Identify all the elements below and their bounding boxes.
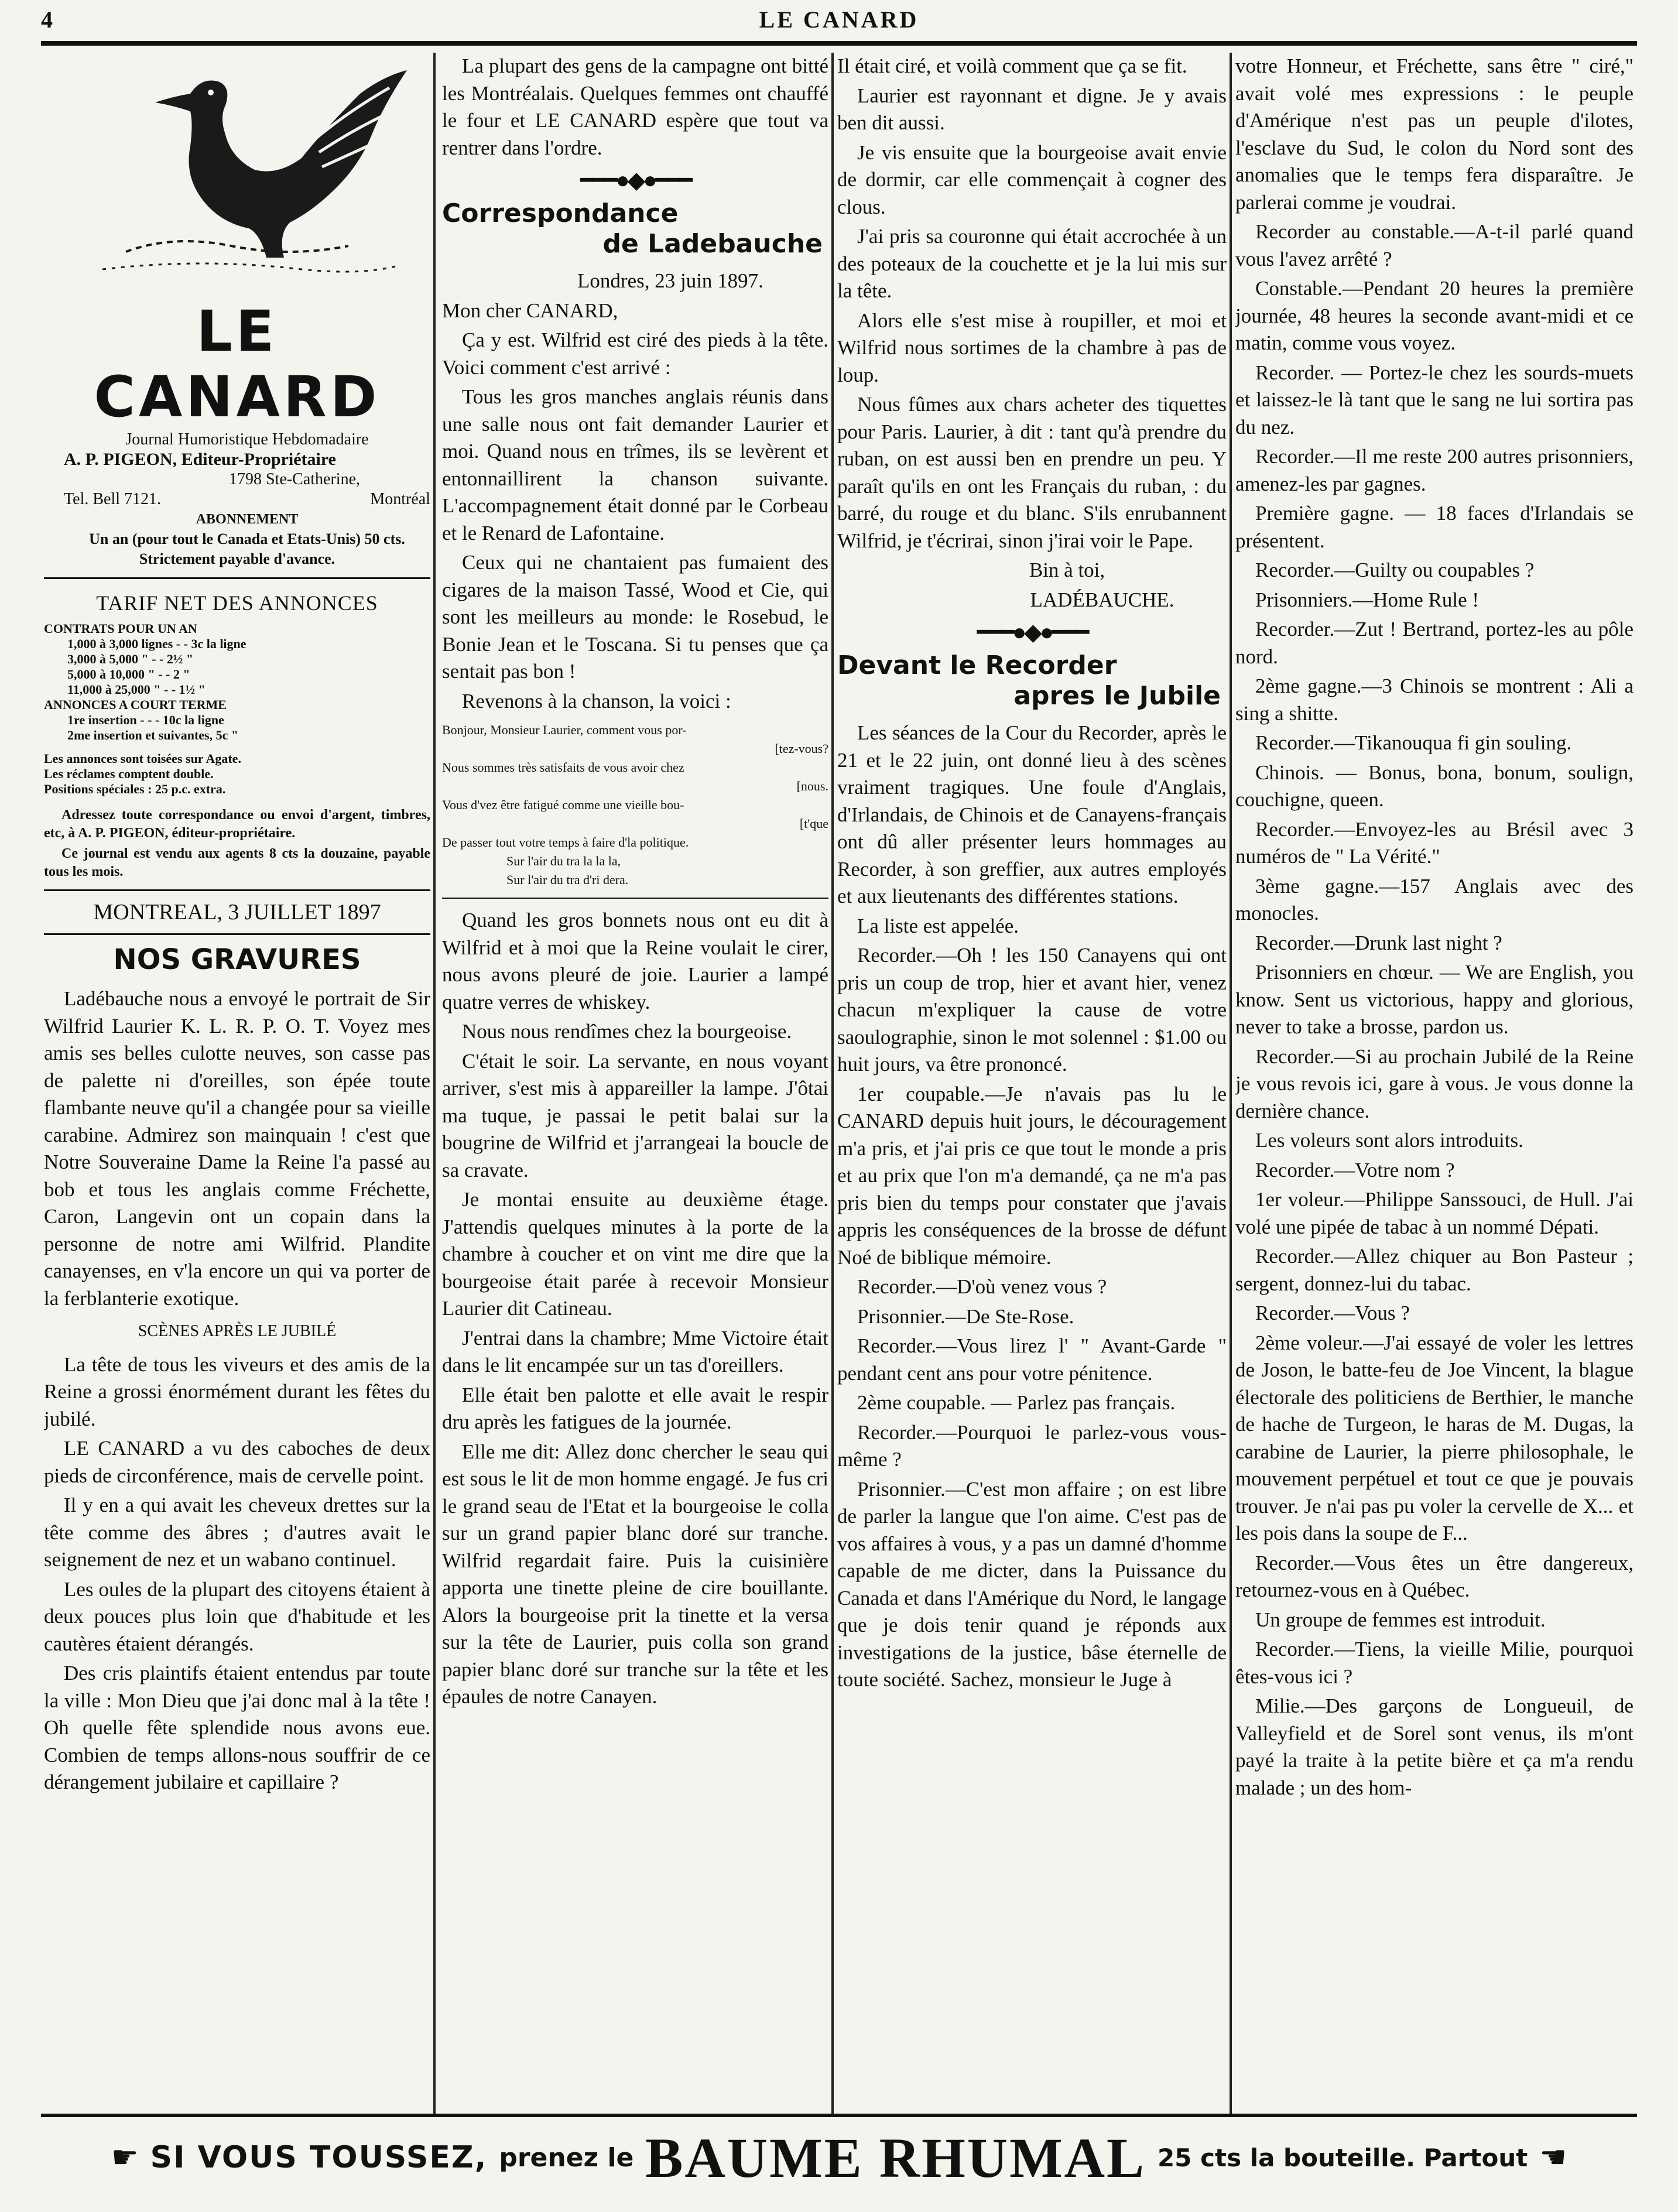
paragraph: Laurier est rayonnant et digne. Je y avais ben dit aussi. (837, 84, 1227, 134)
duck-logo (56, 59, 419, 293)
paragraph: Milie.—Des garçons de Longueuil, de Valleyfield et de Sorel sont venus, ils m'ont payé la traite à la petite bière et ça m'a rendu malade ; un des hom- (1235, 1694, 1634, 1799)
paragraph: Constable.—Pendant 20 heures la première journée, 48 heures la seconde avant-midi et ce matin, comme vous voyez. (1235, 277, 1634, 354)
verse-line: [t'que (799, 816, 828, 831)
letter-signature: LADÉBAUCHE. (1030, 588, 1174, 611)
paragraph: LE CANARD a vu des caboches de deux pieds de circonférence, mais de cervelle point. (44, 1437, 430, 1487)
column-rule (433, 53, 436, 2114)
paragraph: Recorder.—Il me reste 200 autres prisonniers, amenez-les par gagnes. (1235, 445, 1634, 495)
masthead-title: LE CANARD (94, 299, 381, 430)
paragraph: Les séances de la Cour du Recorder, après le 21 et le 22 juin, ont donné lieu à des scènes vraiment tragiques. Une foule d'Anglais, d'Irlandais, de Chinois et de Canayens-français ont dû aller présenter leurs hommages au Recorder, à son greffier, aux autres employés et aux lieutenants des différentes stations. (837, 721, 1227, 908)
paragraph: La tête de tous les viveurs et des amis de la Reine a grossi énormément durant les fêtes du jubilé. (44, 1352, 430, 1430)
verse-line: Nous sommes très satisfaits de vous avoir chez (442, 760, 684, 775)
masthead-subtitle: Journal Humoristique Hebdomadaire (125, 430, 369, 448)
adresser-text: Adressez toute correspondance ou envoi d'argent, timbres, etc, à A. P. PIGEON, éditeur-propriétaire. (44, 807, 430, 841)
paragraph: Recorder.—Tikanouqua fi gin souling. (1255, 731, 1572, 754)
column-2 (442, 53, 828, 2114)
column-1 (44, 53, 430, 2114)
paragraph: Des cris plaintifs étaient entendus par toute la ville : Mon Dieu que j'ai donc mal à la tête ! Oh quelle fête splendide nous avons eue. Combien de temps allons-nous souffrir de ce dérangement jubilaire et capillaire ? (44, 1662, 430, 1793)
tarif-title: TARIF NET DES ANNONCES (96, 591, 378, 615)
paragraph: Il y en a qui avait les cheveux drettes sur la tête comme des âbres ; d'autres avait le seignement de nez et un wabano continuel. (44, 1494, 430, 1571)
paragraph: Nous nous rendîmes chez la bourgeoise. (462, 1020, 792, 1043)
ad-text: SI VOUS TOUSSEZ, (150, 2140, 488, 2175)
paragraph: Recorder au constable.—A-t-il parlé quand vous l'avez arrêté ? (1235, 220, 1634, 270)
paragraph: Recorder.—Vous lirez l' " Avant-Garde " pendant cent ans pour votre pénitence. (837, 1334, 1227, 1385)
paragraph: Recorder. — Portez-le chez les sourds-muets et laissez-le là tant que le sang ne lui sortira pas du nez. (1235, 361, 1634, 439)
abonnement-label: ABONNEMENT (196, 512, 299, 527)
paragraph: La plupart des gens de la campagne ont bitté les Montréalais. Quelques femmes ont chauffé le four et LE CANARD espère que tout va rentrer dans l'ordre. (442, 54, 828, 159)
tarif-row: 5,000 à 10,000 " - - 2 " (67, 667, 190, 682)
paragraph: Je montai ensuite au deuxième étage. J'attendis quelques minutes à la porte de la chambre à coucher et on vint me dire que la bourgeoise était parée à recevoir Monsieur Laurier dit Catineau. (442, 1188, 828, 1320)
paragraph: Recorder.—Drunk last night ? (1255, 931, 1502, 954)
page-number: 4 (41, 6, 53, 33)
paragraph: La liste est appelée. (857, 914, 1019, 937)
title-line-1: Devant le Recorder (837, 650, 1117, 680)
title-line-2: apres le Jubile (1013, 681, 1221, 711)
bottom-rule (41, 2114, 1637, 2117)
ad-text: 25 cts la bouteille. Partout (1158, 2143, 1528, 2172)
paragraph: 2ème gagne.—3 Chinois se montrent : Ali a sing a shitte. (1235, 674, 1634, 725)
paragraph: Recorder.—Vous êtes un être dangereux, retournez-vous en à Québec. (1235, 1551, 1634, 1601)
letter-date: Londres, 23 juin 1897. (577, 269, 763, 292)
paragraph: Prisonnier.—C'est mon affaire ; on est libre de parler la langue que l'on aime. C'est pas de vos affaires à vous, y a pas un damné d'homme capable de me dicter, dans la Puissance du Canada et dans l'Amérique du Nord, le langage que je dois tenir quand je réponds aux investigations de la justice, bâse éternelle de toute société. Sachez, monsieur le Juge à (837, 1477, 1227, 1691)
paragraph: Quand les gros bonnets nous ont eu dit à Wilfrid et à moi que la Reine voulait le cirer, nous avons pleuré de joie. Laurier a lampé quatre verres de whiskey. (442, 909, 828, 1013)
ornament-divider: ━━━●◆●━━━ (977, 619, 1087, 645)
paragraph: Recorder.—Tiens, la vieille Milie, pourquoi êtes-vous ici ? (1235, 1638, 1634, 1688)
paragraph: Recorder.—Envoyez-les au Brésil avec 3 numéros de " La Vérité." (1235, 817, 1634, 868)
paragraph: Les oules de la plupart des citoyens étaient à deux pouces plus loin que d'habitude et les cautères étaient dérangés. (44, 1577, 430, 1655)
top-bar (41, 6, 1637, 33)
pointing-hand-icon: ☛ (111, 2141, 139, 2175)
verse-line: De passer tout votre temps à faire d'la politique. (442, 835, 689, 850)
ad-product: BAUME RHUMAL (645, 2126, 1146, 2189)
paragraph: 1er voleur.—Philippe Sanssouci, de Hull. J'ai volé une pipée de tabac à un nommé Dépati. (1235, 1188, 1634, 1238)
paragraph: Je vis ensuite que la bourgeoise avait envie de dormir, car elle commençait à cogner des clous. (837, 141, 1227, 218)
letter-closing: Bin à toi, (1029, 559, 1105, 581)
divider (442, 898, 828, 899)
recorder-title (837, 650, 1227, 711)
masthead-address: 1798 Ste-Catherine, (229, 470, 360, 488)
tarif-row: 1re insertion - - - 10c la ligne (67, 713, 224, 727)
paragraph: Elle était ben palotte et elle avait le respir dru après les fatigues de la journée. (442, 1383, 828, 1433)
contrats-label: CONTRATS POUR UN AN (44, 621, 197, 636)
verse-line: [nous. (796, 779, 828, 793)
nos-gravures-title: NOS GRAVURES (113, 943, 361, 976)
paragraph: C'était le soir. La servante, en nous voyant arriver, s'est mis à appareiller la lampe. J'ôtai ma tuque, je passai le petit balai sur la bougrine de Wilfrid et j'arrangeai la boucle de sa cravate. (442, 1049, 828, 1182)
divider (44, 577, 430, 579)
agents-text: Ce journal est vendu aux agents 8 cts la douzaine, payable tous les mois. (44, 846, 430, 879)
paragraph: Ceux qui ne chantaient pas fumaient des cigares de la maison Tassé, Wood et Cie, qui sont les meilleurs au monde: le Rosebud, le Bonie Jean et le Toscana. Si tu penses que ça sentait pas bon ! (442, 551, 828, 683)
paragraph: Il était ciré, et voilà comment que ça se fit. (837, 54, 1187, 77)
tarif-table (44, 621, 430, 797)
paragraph: Recorder.—Guilty ou coupables ? (1255, 559, 1535, 581)
title-line-1: Correspondance (442, 198, 679, 228)
column-rule (1230, 53, 1232, 2114)
bottom-advertisement (41, 2126, 1637, 2189)
paragraph: Recorder.—Si au prochain Jubilé de la Reine je vous revois ici, gare à vous. Je vous donne la dernière chance. (1235, 1045, 1634, 1122)
paragraph: Prisonniers.—Home Rule ! (1255, 588, 1480, 611)
masthead-publisher: A. P. PIGEON, Editeur-Propriétaire (64, 450, 336, 469)
court-label: ANNONCES A COURT TERME (44, 697, 227, 712)
scenes-subtitle: SCÈNES APRÈS LE JUBILÉ (138, 1322, 337, 1340)
abonnement-text: Un an (pour tout le Canada et Etats-Unis) 50 cts. Strictement payable d'avance. (89, 530, 405, 567)
paragraph: Recorder.—Vous ? (1255, 1302, 1410, 1324)
tarif-note: Positions spéciales : 25 p.c. extra. (44, 782, 226, 796)
tarif-note: Les annonces sont toisées sur Agate. (44, 751, 241, 766)
paragraph: Ça y est. Wilfrid est ciré des pieds à la tête. Voici comment c'est arrivé : (442, 328, 828, 379)
masthead-phone: Tel. Bell 7121. (64, 490, 162, 508)
verse-line: [tez-vous? (775, 741, 828, 756)
paragraph: votre Honneur, et Fréchette, sans être " ciré," avait volé mes expressions : le peuple d'Amérique n'est pas un peuple d'ilotes, l'esclave du Sud, le colon du Nord sont des anomalies que le temps fera disparaître. Je parlerai comme je voudrai. (1235, 54, 1634, 214)
paragraph: Recorder.—Votre nom ? (1255, 1158, 1455, 1182)
paragraph: Prisonniers en chœur. — We are English, you know. Sent us victorious, happy and glorious, never to take a brosse, pardon us. (1235, 961, 1634, 1038)
paragraph: Revenons à la chanson, la voici : (462, 689, 731, 713)
top-rule (41, 41, 1637, 46)
paragraph: Nous fûmes aux chars acheter des tiquettes pour Paris. Laurier, à dit : tant qu'à prendre du ruban, on est aussi ben en prendre un peu. Y paraît qu'ils en ont les Français du ruban, : du barré, du rouge et du blanc. S'ils enrubannent Wilfrid, je t'écrirai, sinon j'irai voir le Pape. (837, 393, 1227, 552)
paragraph: 1er coupable.—Je n'avais pas lu le CANARD depuis huit jours, le découragement m'a pris, et j'ai pris ce que tout le monde a pris et au prix que l'on m'a demandé, ça ne m'a pas pris bien du temps pour constater que j'avais appris les conséquences de la brosse de défunt Noé de biblique mémoire. (837, 1082, 1227, 1269)
paragraph: Ladébauche nous a envoyé le portrait de Sir Wilfrid Laurier K. L. R. P. O. T. Voyez mes amis ses belles culotte neuves, son casse pas de palette ni d'oreilles, son épée toute flambante neuve qu'il a changée pour sa vieille carabine. Admirez son mainquain ! c'est que Notre Souveraine Dame la Reine l'a passé au bob et tous les anglais comme Fréchette, Caron, Langevin ont un copain dans la personne de notre ami Wilfrid. Plandite canayenses, en v'la encore un qui va porter de la ferblanterie exotique. (44, 987, 430, 1310)
paragraph: Les voleurs sont alors introduits. (1255, 1129, 1523, 1152)
paragraph: Première gagne. — 18 faces d'Irlandais se présentent. (1235, 502, 1634, 552)
divider (44, 889, 430, 891)
paragraph: J'entrai dans la chambre; Mme Victoire était dans le lit encampée sur un tas d'oreillers. (442, 1326, 828, 1376)
paragraph: Recorder.—D'où venez vous ? (857, 1275, 1107, 1298)
paragraph: J'ai pris sa couronne qui était accrochée à un des poteaux de la couchette et je la lui mis sur la tête. (837, 225, 1227, 302)
paragraph: Tous les gros manches anglais réunis dans une salle nous ont fait demander Laurier et moi. Quand nous en trîmes, ils se levèrent et entonnaillirent la chanson suivante. L'accompagnement était donné par le Corbeau et le Renard de Lafontaine. (442, 385, 828, 545)
paragraph: Alors elle s'est mise à roupiller, et moi et Wilfrid nous sortimes de la chambre à pas de loup. (837, 309, 1227, 386)
paragraph: Recorder.—Zut ! Bertrand, portez-les au pôle nord. (1235, 618, 1634, 668)
paragraph: Recorder.—Oh ! les 150 Canayens qui ont pris un coup de trop, hier et avant hier, venez chacun m'expliquer la cause de votre saoulographie, sinon le mot solennel : $1.00 ou huit jours, va être prononcé. (837, 944, 1227, 1076)
running-head: LE CANARD (759, 6, 919, 33)
paragraph: Recorder.—Allez chiquer au Bon Pasteur ; sergent, donnez-lui du tabac. (1235, 1245, 1634, 1295)
pointing-hand-icon: ☚ (1539, 2141, 1567, 2175)
paragraph: Prisonnier.—De Ste-Rose. (857, 1304, 1074, 1328)
song-verse (442, 721, 828, 889)
title-line-2: de Ladebauche (602, 229, 823, 259)
paragraph: 2ème voleur.—J'ai essayé de voler les lettres de Joson, le batte-feu de Joe Vincent, la blague électorale des politiciens de Berthier, le manche de hache de Turgeon, le haras de M. Dugas, la carabine de Laurier, la pierre philosophale, le mouvement perpétuel et tout ce que je pouvais trouver. Je n'ai pas pu voler la cervelle de X... et les pois dans la soupe de F... (1235, 1331, 1634, 1545)
tarif-row: 3,000 à 5,000 " - - 2½ " (67, 652, 194, 666)
tarif-row: 1,000 à 3,000 lignes - - 3c la ligne (67, 636, 246, 651)
paragraph: Un groupe de femmes est introduit. (1255, 1608, 1546, 1631)
verse-line: Sur l'air du tra la la la, (506, 854, 621, 868)
salutation: Mon cher CANARD, (442, 299, 618, 322)
dateline: MONTREAL, 3 JUILLET 1897 (93, 900, 381, 924)
verse-line: Bonjour, Monsieur Laurier, comment vous por- (442, 723, 687, 737)
paragraph: Recorder.—Pourquoi le parlez-vous vous-même ? (837, 1420, 1227, 1471)
tarif-note: Les réclames comptent double. (44, 766, 214, 781)
column-rule (831, 53, 834, 2114)
paragraph: Elle me dit: Allez donc chercher le seau qui est sous le lit de mon homme engagé. Je fus cri le grand seau de l'Etat et la bourgeoise le colla sur un grand papier blanc doré sur tranche. Wilfrid regardait faire. Puis la cuisinière apporta une tinette pleine de cire bouillante. Alors la bourgeoise prit la tinette et la versa sur la tête de Laurier, puis colla son grand papier blanc doré sur tranche sur la tête et les épaules de notre Canayen. (442, 1440, 828, 1708)
masthead-city: Montréal (370, 490, 430, 508)
ad-text: prenez le (499, 2142, 634, 2173)
verse-line: Vous d'vez être fatigué comme une vieille bou- (442, 797, 684, 812)
masthead-contact (44, 489, 430, 509)
column-4 (1235, 53, 1634, 2114)
verse-line: Sur l'air du tra d'ri dera. (506, 872, 629, 887)
ornament-divider: ━━━●◆●━━━ (580, 167, 690, 193)
paragraph: 3ème gagne.—157 Anglais avec des monocles. (1235, 874, 1634, 924)
tarif-row: 11,000 à 25,000 " - - 1½ " (67, 682, 206, 697)
divider (44, 933, 430, 935)
paragraph: 2ème coupable. — Parlez pas français. (857, 1391, 1176, 1414)
paragraph: Chinois. — Bonus, bona, bonum, soulign, couchigne, queen. (1235, 761, 1634, 811)
correspondance-title (442, 198, 828, 259)
tarif-row: 2me insertion et suivantes, 5c " (67, 728, 239, 742)
column-3 (837, 53, 1227, 2114)
